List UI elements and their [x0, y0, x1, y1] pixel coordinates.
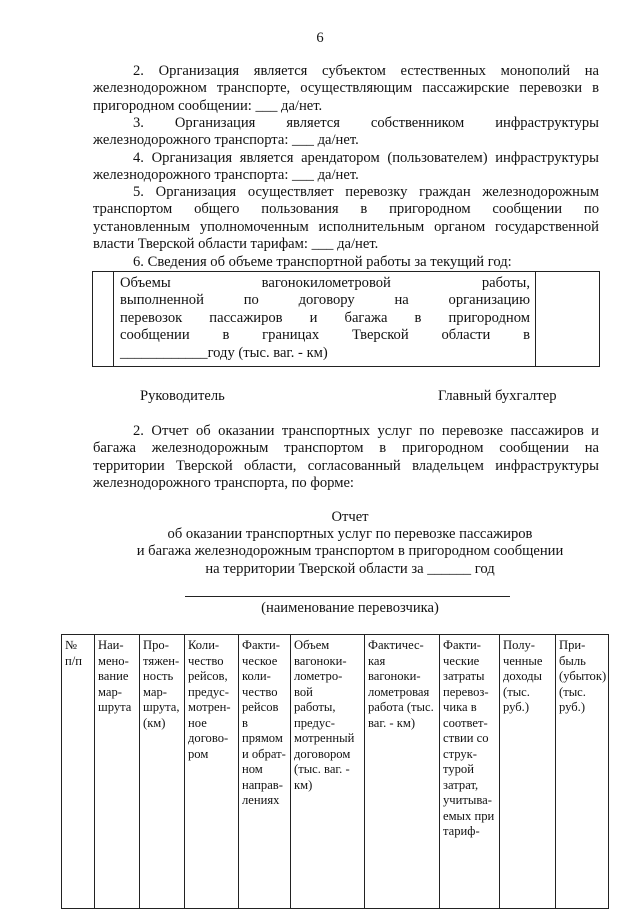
- header-text-line: лометровая: [368, 684, 430, 699]
- header-text-line: чество: [242, 684, 278, 699]
- paragraph-5: [93, 184, 599, 254]
- signature-head: Руководитель: [140, 388, 225, 404]
- header-text-line: Про-: [143, 638, 169, 652]
- header-text-line: турой: [443, 762, 474, 776]
- header-text-line: работа (тыс.: [368, 700, 434, 714]
- header-text-line: работы,: [294, 700, 336, 714]
- col-actual-costs: [440, 635, 500, 909]
- header-text-line: вание: [98, 669, 129, 683]
- report-subtitle: [60, 526, 640, 578]
- header-text-line: чика в: [443, 700, 477, 714]
- header-text-line: быль: [559, 653, 586, 668]
- header-text-line: руб.): [559, 700, 586, 714]
- header-text-line: (убыток): [559, 669, 607, 683]
- header-text-line: предус-: [188, 684, 229, 699]
- header-text-line: договором: [294, 746, 351, 761]
- header-text-line: затрат,: [443, 777, 479, 792]
- header-text-line: затраты: [443, 669, 485, 683]
- header-text-line: кая: [368, 653, 386, 668]
- volume-table: [92, 271, 600, 367]
- paragraph-4: [93, 150, 599, 185]
- volume-table-label: [120, 275, 530, 362]
- text-line: 6. Сведения об объеме транспортной работы за текущий год:: [133, 254, 512, 270]
- text-line: железнодорожного транспорта: ___ да/нет.: [93, 132, 359, 149]
- header-text-line: тариф-: [443, 824, 480, 838]
- header-text-line: рейсов,: [188, 669, 228, 683]
- paragraph-2: [93, 63, 599, 115]
- col-actual-volume: [365, 635, 440, 909]
- header-text-line: ном: [242, 762, 263, 776]
- header-text-line: чество: [188, 653, 224, 668]
- header-text-line: (км): [143, 715, 166, 730]
- header-text-line: предус-: [294, 715, 335, 730]
- header-text-line: (тыс.: [503, 684, 530, 699]
- header-text-line: ром: [188, 746, 209, 761]
- header-text-line: учитыва-: [443, 793, 492, 807]
- table-header-row: [62, 635, 609, 909]
- header-text-line: и обрат-: [242, 746, 286, 761]
- header-text-line: (тыс. ваг. -: [294, 762, 350, 776]
- text-line: установленным уполномоченным исполнительным органом государственной: [93, 218, 599, 235]
- text-line: железнодорожном транспорте, осуществляющим пассажирские перевозки в: [93, 80, 599, 97]
- header-text-line: Объем: [294, 638, 330, 652]
- text-line: и багажа железнодорожным транспортом в пригородном сообщении: [136, 543, 564, 560]
- header-text-line: Факти-: [242, 638, 280, 652]
- header-text-line: шрута,: [143, 700, 180, 714]
- text-line: 2. Организация является субъектом естественных монополий на: [133, 63, 599, 79]
- header-text-line: соответ-: [443, 715, 488, 730]
- text-line: ____________году (тыс. ваг. - км): [120, 344, 328, 361]
- header-text-line: №: [65, 638, 78, 652]
- header-text-line: рейсов: [242, 700, 279, 714]
- col-profit: [556, 635, 609, 909]
- text-line: территории Тверской области, согласованный владельцем инфраструктуры: [93, 457, 599, 474]
- header-text-line: мотренный: [294, 731, 355, 745]
- text-line: власти Тверской области тарифам: ___ да/нет.: [93, 236, 379, 253]
- text-line: 3. Организация является собственником инфраструктуры: [133, 115, 599, 131]
- header-text-line: догово-: [188, 731, 229, 745]
- text-line: транспортом общего пользования в пригородном сообщении по: [93, 201, 599, 218]
- text-line: сообщении в границах Тверской области в: [120, 327, 530, 344]
- col-revenue: [500, 635, 556, 909]
- report-title: Отчет: [331, 509, 369, 525]
- header-text-line: ческие: [443, 653, 480, 668]
- header-text-line: км): [294, 777, 313, 792]
- text-line: Объемы вагонокилометровой работы,: [120, 275, 530, 291]
- header-text-line: мар-: [143, 684, 167, 699]
- header-text-line: коли-: [242, 669, 271, 683]
- header-text-line: ческое: [242, 653, 278, 668]
- text-line: 4. Организация является арендатором (пользователем) инфраструктуры: [133, 150, 599, 166]
- text-line: железнодорожного транспорта, по форме:: [93, 475, 354, 492]
- header-text-line: Факти-: [443, 638, 481, 652]
- text-line: 5. Организация осуществляет перевозку граждан железнодорожным: [133, 184, 599, 200]
- header-text-line: направ-: [242, 777, 283, 792]
- text-line: выполненной по договору на организацию: [120, 292, 530, 309]
- carrier-caption: (наименование перевозчика): [261, 600, 439, 616]
- header-text-line: Фактичес-: [368, 638, 424, 652]
- header-text-line: вагонoки-: [294, 653, 347, 668]
- report-table: [61, 634, 609, 909]
- col-route-name: [95, 635, 140, 909]
- text-line: об оказании транспортных услуг по перевозке пассажиров: [167, 526, 533, 542]
- header-text-line: ность: [143, 669, 174, 683]
- col-number: [62, 635, 95, 909]
- text-line: пригородном сообщении: ___ да/нет.: [93, 97, 323, 114]
- header-text-line: мар-: [98, 684, 122, 699]
- paragraph-6: [93, 254, 599, 271]
- header-text-line: доходы: [503, 669, 543, 683]
- header-text-line: шрута: [98, 700, 132, 714]
- header-text-line: Наи-: [98, 638, 124, 652]
- text-line: перевозок пассажиров и багажа в пригородном: [120, 309, 530, 326]
- page-number: 6: [316, 30, 324, 46]
- header-text-line: Полу-: [503, 638, 536, 652]
- header-text-line: вагонoки-: [368, 669, 421, 683]
- header-text-line: мено-: [98, 653, 129, 668]
- carrier-name-line: [185, 596, 510, 597]
- header-text-line: лениях: [242, 793, 280, 807]
- col-planned-volume: [291, 635, 365, 909]
- header-text-line: (тыс.: [559, 684, 586, 699]
- header-text-line: ваг. - км): [368, 715, 416, 730]
- header-text-line: прямом: [242, 731, 283, 745]
- text-line: 2. Отчет об оказании транспортных услуг по перевозке пассажиров и: [133, 423, 599, 439]
- header-text-line: п/п: [65, 653, 82, 668]
- header-text-line: мотрен-: [188, 700, 231, 714]
- header-text-line: лометро-: [294, 669, 343, 683]
- header-text-line: ствии со: [443, 731, 489, 745]
- col-route-length: [140, 635, 185, 909]
- header-text-line: емых при: [443, 808, 495, 823]
- header-text-line: руб.): [503, 700, 530, 714]
- header-text-line: тяжен-: [143, 653, 180, 668]
- text-line: на территории Тверской области за ______ год: [205, 560, 495, 577]
- header-text-line: При-: [559, 638, 586, 652]
- col-actual-trips: [239, 635, 291, 909]
- header-text-line: в: [242, 715, 248, 730]
- text-line: багажа железнодорожным транспортом в пригородном сообщении на: [93, 440, 599, 457]
- text-line: железнодорожного транспорта: ___ да/нет.: [93, 167, 359, 184]
- header-text-line: Коли-: [188, 638, 220, 652]
- header-text-line: струк-: [443, 746, 477, 761]
- header-text-line: ное: [188, 715, 207, 730]
- header-text-line: ченные: [503, 653, 543, 668]
- report-paragraph: [93, 423, 599, 493]
- header-text-line: вой: [294, 684, 313, 699]
- col-planned-trips: [185, 635, 239, 909]
- signature-accountant: Главный бухгалтер: [438, 388, 557, 404]
- header-text-line: перевоз-: [443, 684, 489, 699]
- paragraph-3: [93, 115, 599, 150]
